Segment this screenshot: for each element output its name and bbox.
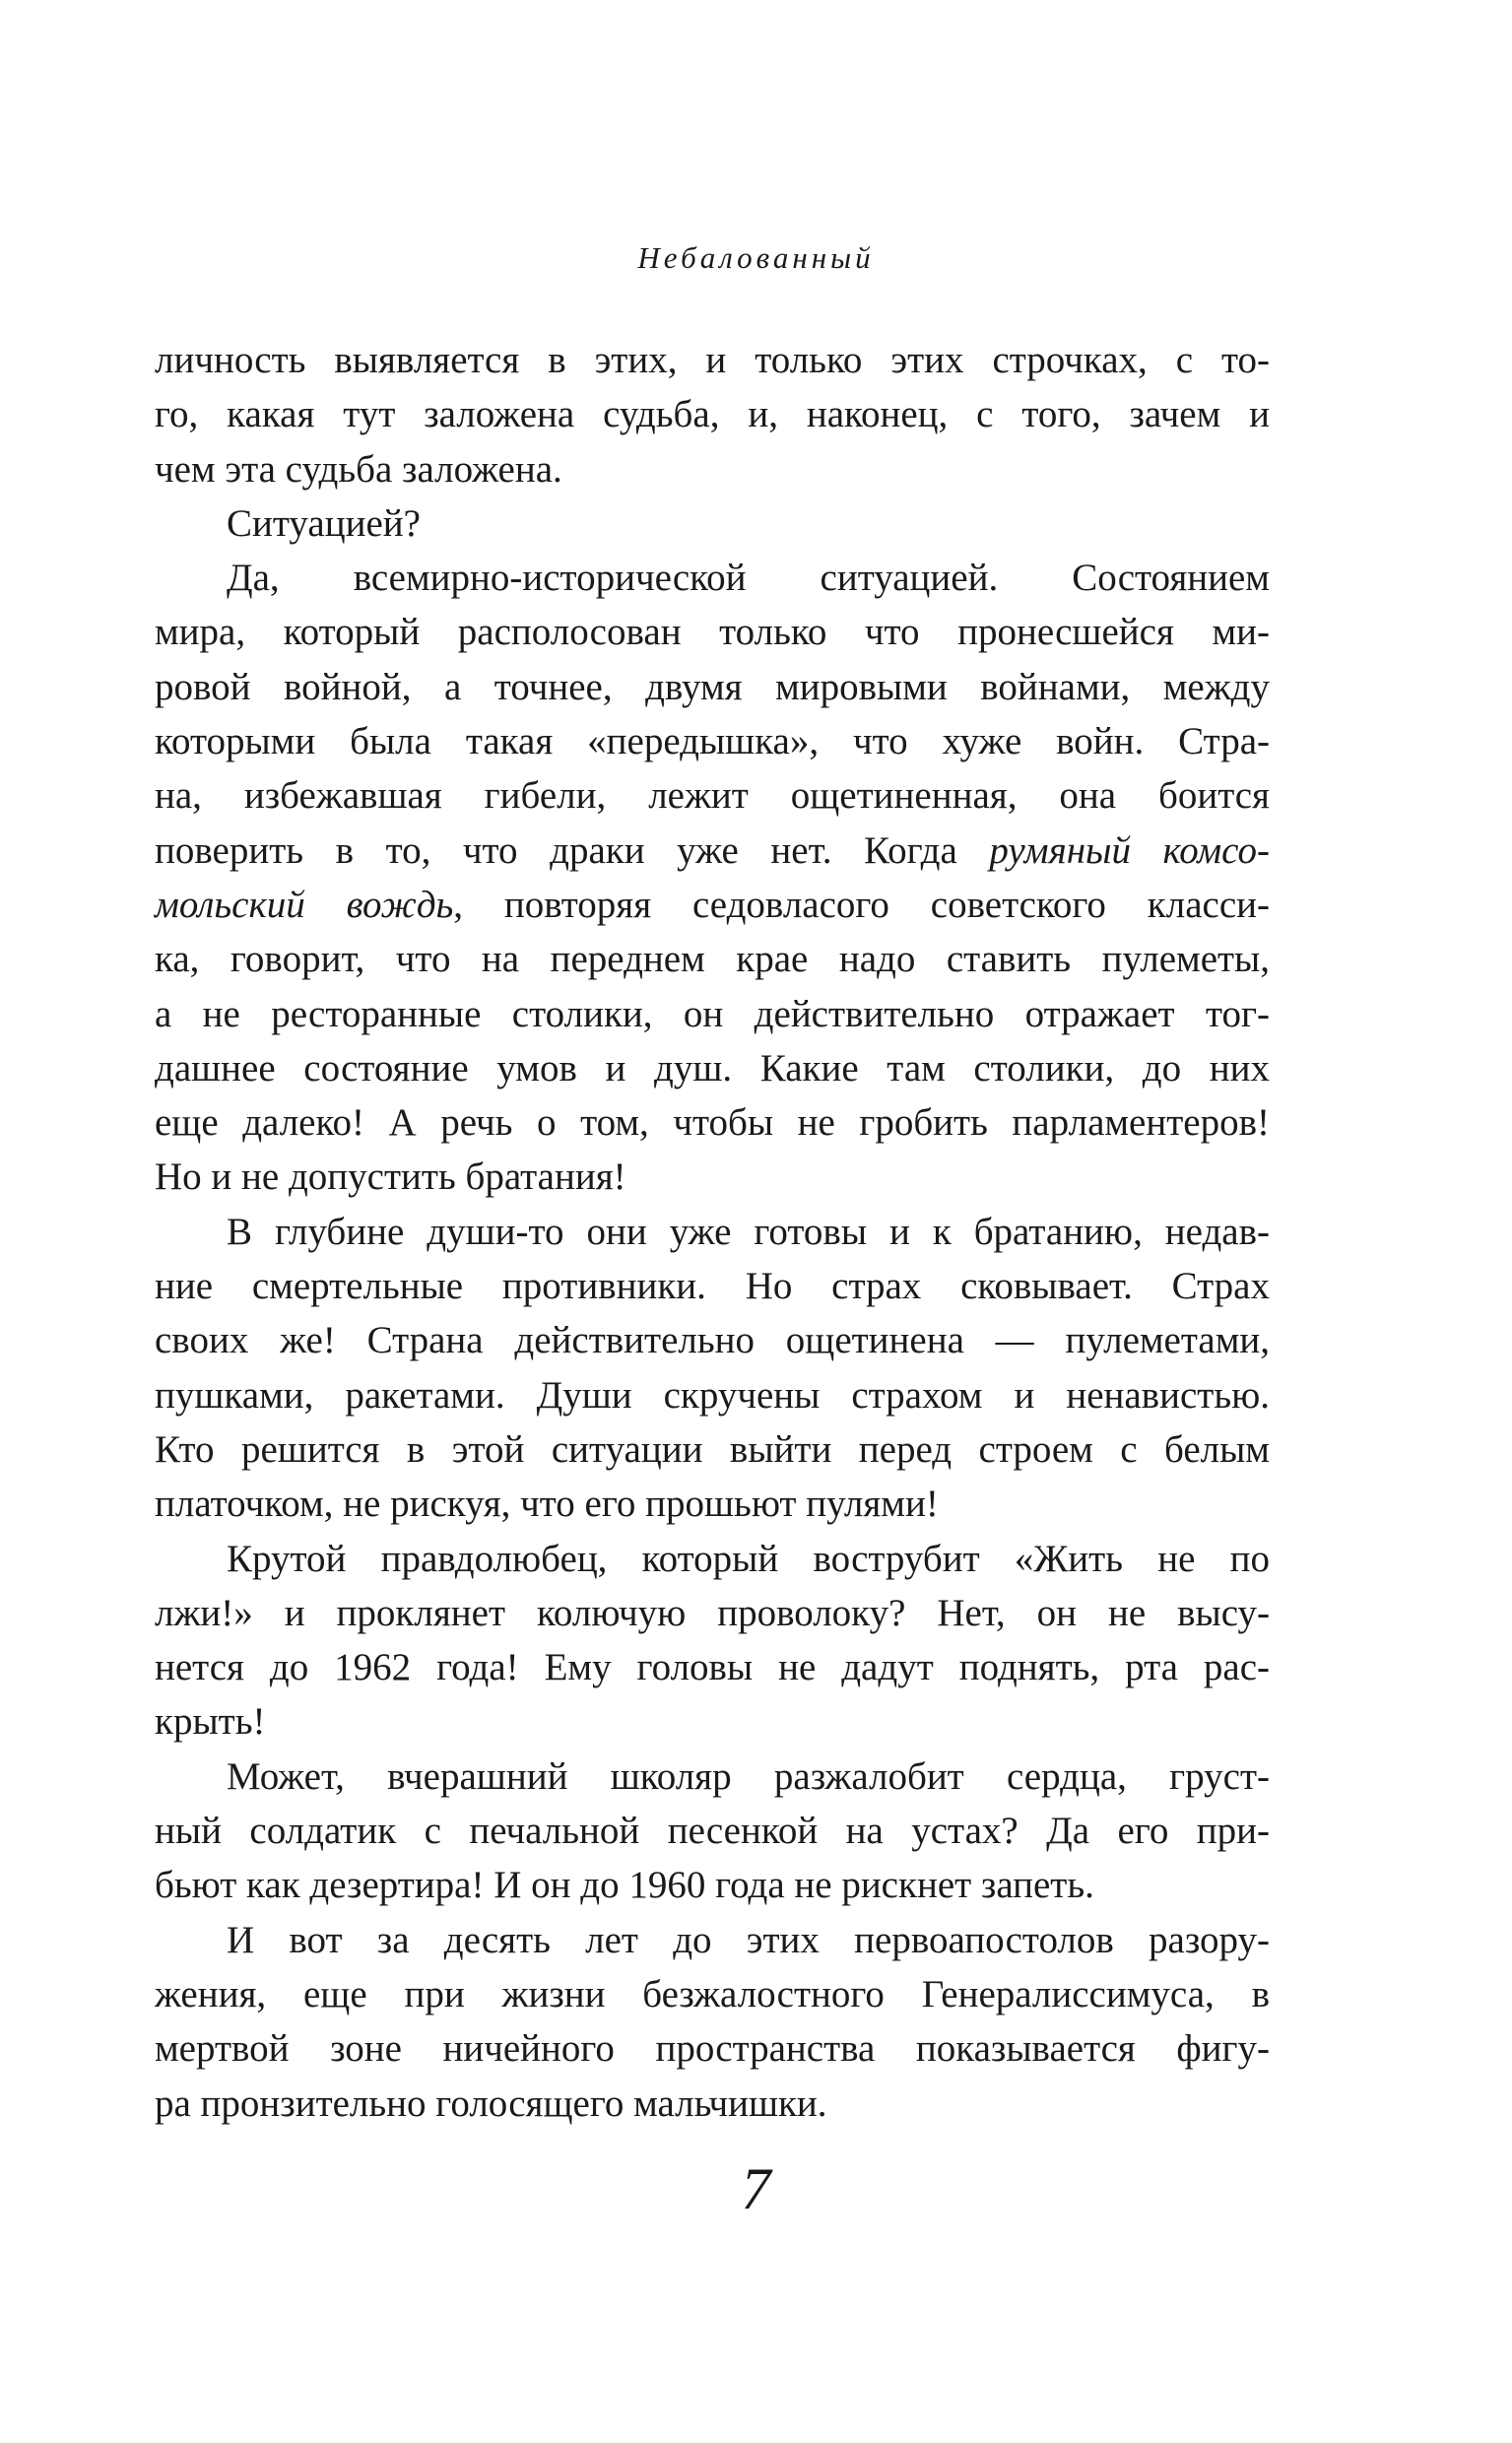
text-line: личность выявляется в этих, и только этих строчках, с то- (155, 339, 1270, 381)
text-line: платочком, не рискуя, что его прошьют пулями! (155, 1483, 939, 1526)
text-line: жения, еще при жизни безжалостного Генералиссимуса, в (155, 1972, 1270, 2015)
text-line: ка, говорит, что на переднем крае надо ставить пулеметы, (155, 938, 1270, 981)
page-number: 7 (741, 2156, 771, 2221)
text-line: пушками, ракетами. Души скручены страхом и ненавистью. (155, 1373, 1270, 1417)
text-line: дашнее состояние умов и душ. Какие там столики, до них (155, 1046, 1270, 1089)
italic-phrase: мольский вождь (155, 883, 454, 926)
text-line: своих же! Страна действительно ощетинена — пулеметами, (155, 1319, 1270, 1362)
text-line: ный солдатик с печальной песенкой на устах? Да его при- (155, 1810, 1270, 1853)
text-line: ра пронзительно голосящего мальчишки. (155, 2081, 827, 2125)
text-line: на, избежавшая гибели, лежит ощетиненная, она боится (155, 774, 1270, 818)
text-line: мира, который располосован только что пронесшейся ми- (155, 611, 1270, 654)
text-line: которыми была такая «передышка», что хуже войн. Стра- (155, 720, 1270, 763)
text-line: мертвой зоне ничейного пространства показывается фигу- (155, 2027, 1270, 2071)
text-line: Крутой правдолюбец, который вострубит «Жить не по (227, 1537, 1270, 1580)
text-line: чем эта судьба заложена. (155, 447, 562, 491)
body-text (155, 333, 1270, 2131)
text-line: го, какая тут заложена судьба, и, наконец, с того, зачем и (155, 393, 1270, 436)
text-line-with-italic (155, 824, 1270, 878)
text-line: лжи!» и проклянет колючую проволоку? Нет, он не высу- (155, 1591, 1270, 1634)
text-line: Кто решится в этой ситуации выйти перед строем с белым (155, 1427, 1270, 1471)
text-line: нется до 1962 года! Ему головы не дадут поднять, рта рас- (155, 1646, 1270, 1689)
text-run: поверить в то, что драки уже нет. Когда (155, 828, 957, 872)
text-line: а не ресторанные столики, он действительно отражает тог- (155, 992, 1270, 1035)
text-line: ровой войной, а точнее, двумя мировыми войнами, между (155, 665, 1270, 708)
italic-phrase: румяный комсо- (989, 828, 1271, 872)
text-line: крыть! (155, 1700, 266, 1744)
text-line: еще далеко! А речь о том, чтобы не гробить парламентеров! (155, 1101, 1270, 1145)
text-line: И вот за десять лет до этих первоапостолов разору- (227, 1918, 1270, 1961)
text-line: Но и не допустить братания! (155, 1155, 626, 1199)
text-line: В глубине души-то они уже готовы и к братанию, недав- (227, 1210, 1270, 1253)
text-line-with-italic (155, 878, 1270, 932)
text-line: ние смертельные противники. Но страх сковывает. Страх (155, 1265, 1270, 1308)
running-title: Небалованный (637, 240, 875, 275)
text-line: Может, вчерашний школяр разжалобит сердца, груст- (227, 1754, 1270, 1798)
text-run: , повторяя седовласого советского класси- (453, 883, 1271, 926)
text-line: Да, всемирно-исторической ситуацией. Состоянием (227, 557, 1270, 600)
text-line: Ситуацией? (227, 501, 421, 545)
text-line: бьют как дезертира! И он до 1960 года не рискнет запеть. (155, 1864, 1094, 1907)
